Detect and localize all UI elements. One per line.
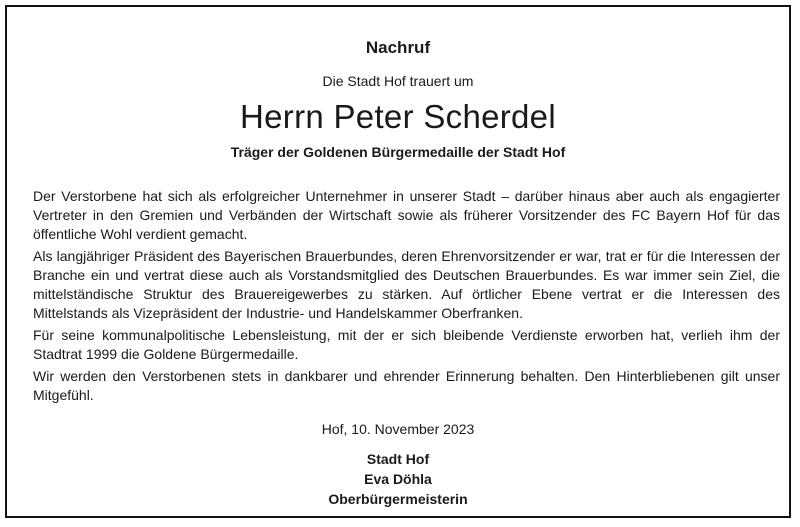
signature-organization: Stadt Hof [366,451,430,467]
signature-role: Oberbürgermeisterin [328,491,468,507]
body-paragraph: Der Verstorbene hat sich als erfolgreicher Unternehmer in unserer Stadt – darüber hinaus aber auch als engagierter Vertreter in den Gremien und Verbänden der Wirtschaft sowie als früherer Vorsitzender des FC Bayern Hof für das öffentliche Wohl verdient gemacht. [33,188,780,242]
notice-intro: Die Stadt Hof trauert um [322,73,474,89]
body-paragraph: Als langjähriger Präsident des Bayerischen Brauerbundes, deren Ehrenvorsitzender er war, trat er für die Interessen der Branche ein und vertrat diese auch als Vorstandsmitglied des Deutschen Brauerbundes. Es war immer sein Ziel, die mittelständische Struktur des Brauereigewerbes zu stärken. Auf örtlicher Ebene vertrat er die Interessen des Mittelstands als Vizepräsident der Industrie- und Handelskammer Oberfranken. [33,248,780,321]
place-date: Hof, 10. November 2023 [321,421,475,437]
honor-line: Träger der Goldenen Bürgermedaille der Stadt Hof [230,144,566,160]
notice-body [33,187,780,405]
notice-title: Nachruf [365,38,431,57]
body-paragraph: Wir werden den Verstorbenen stets in dankbarer und ehrender Erinnerung behalten. Den Hinterbliebenen gilt unser Mitgefühl. [33,368,780,403]
signature-person: Eva Döhla [364,471,432,487]
obituary-notice [5,5,791,518]
body-paragraph: Für seine kommunalpolitische Lebensleistung, mit der er sich bleibende Verdienste erworben hat, verlieh ihm der Stadtrat 1999 die Goldene Bürgermedaille. [33,327,780,362]
deceased-name: Herrn Peter Scherdel [240,98,556,135]
